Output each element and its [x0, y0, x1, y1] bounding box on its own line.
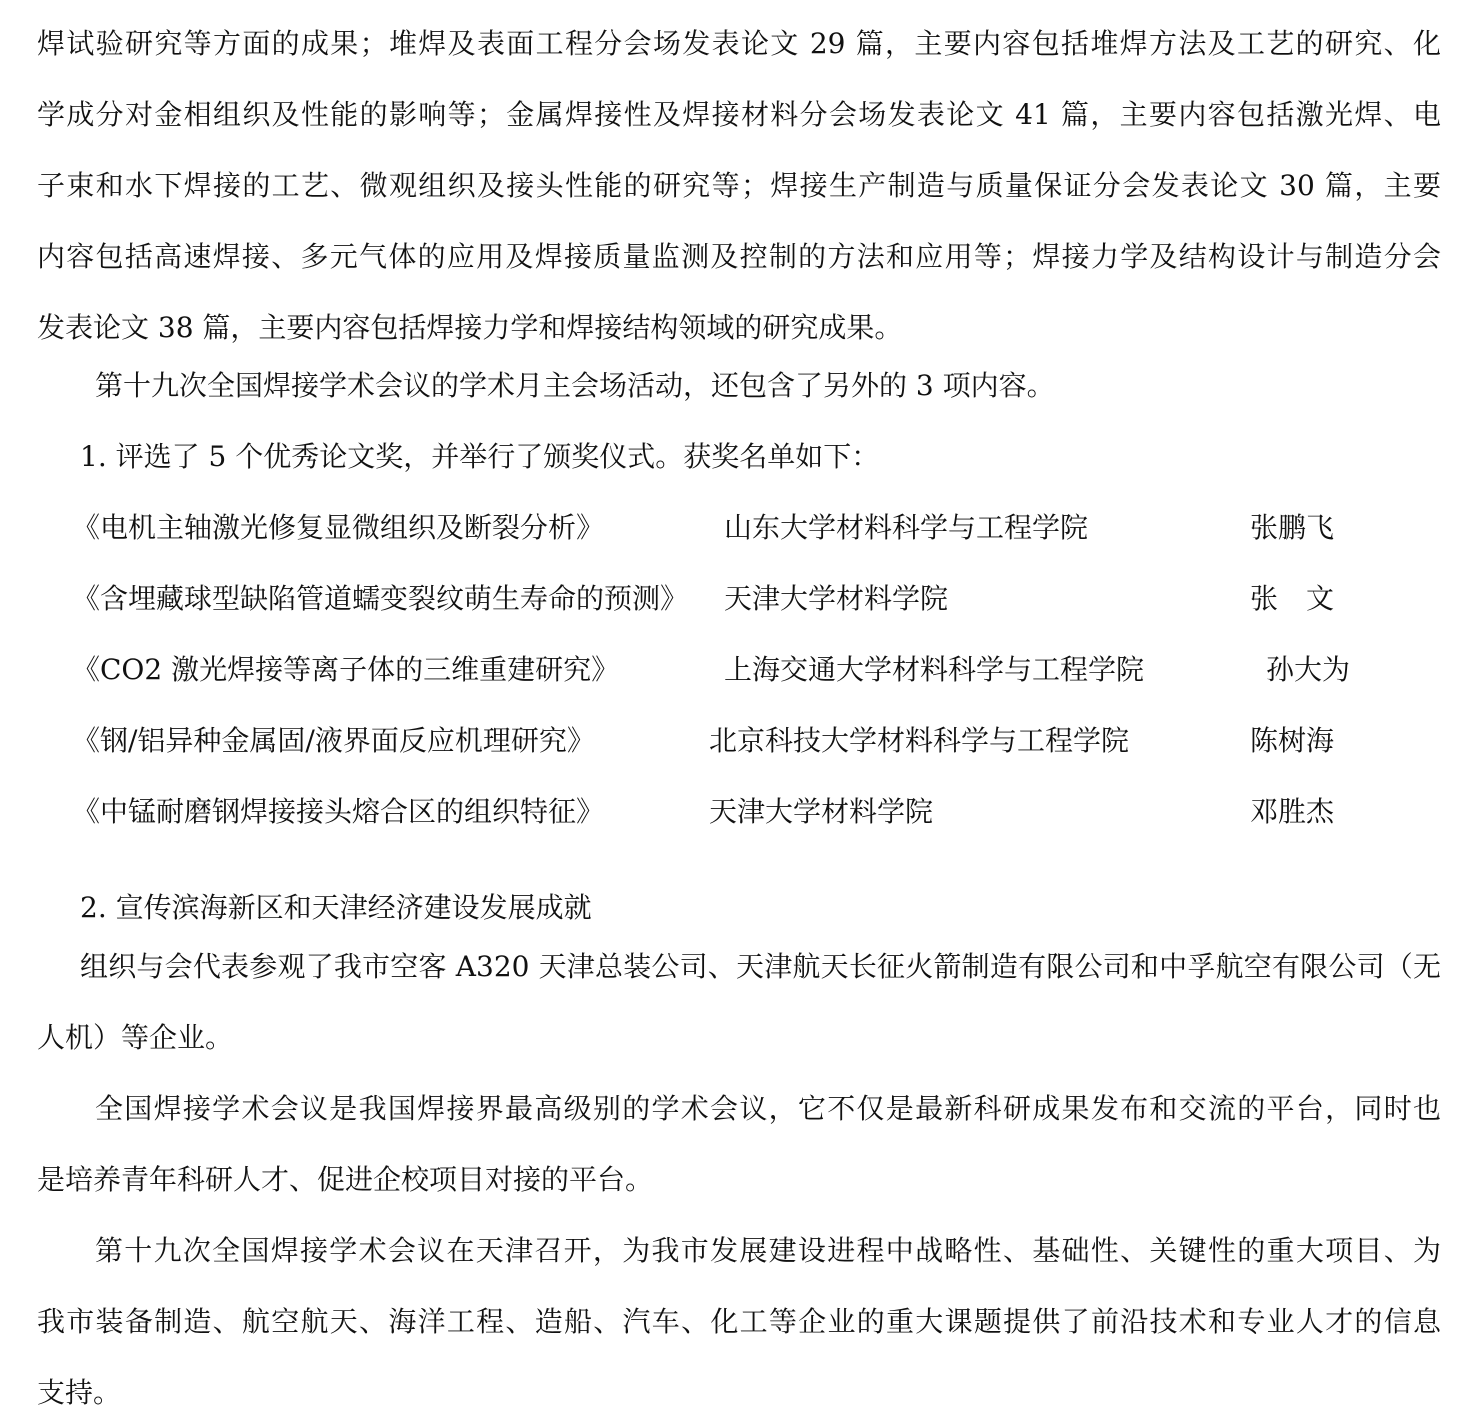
- award-row: [0, 723, 1469, 763]
- award-title: 《电机主轴激光修复显微组织及断裂分析》: [72, 511, 605, 544]
- paragraph-1-line-1: 焊试验研究等方面的成果；堆焊及表面工程分会场发表论文 29 篇，主要内容包括堆焊方法及工艺的研究、化: [37, 27, 1441, 60]
- paragraph-1-line-3: 子束和水下焊接的工艺、微观组织及接头性能的研究等；焊接生产制造与质量保证分会发表论文 30 篇，主要: [37, 169, 1441, 202]
- paragraph-3-line-2: 我市装备制造、航空航天、海洋工程、造船、汽车、化工等企业的重大课题提供了前沿技术和专业人才的信息: [37, 1305, 1441, 1338]
- award-institution: 上海交通大学材料科学与工程学院: [724, 653, 1145, 686]
- paragraph-2-line-2: 是培养青年科研人才、促进企校项目对接的平台。: [37, 1163, 654, 1196]
- award-row: [0, 510, 1469, 550]
- intro-line: 第十九次全国焊接学术会议的学术月主会场活动，还包含了另外的 3 项内容。: [95, 369, 1055, 402]
- award-institution: 北京科技大学材料科学与工程学院: [709, 724, 1130, 757]
- award-title: 《含埋藏球型缺陷管道蠕变裂纹萌生寿命的预测》: [72, 582, 689, 615]
- award-title: 《中锰耐磨钢焊接接头熔合区的组织特征》: [72, 795, 605, 828]
- paragraph-3-line-1: 第十九次全国焊接学术会议在天津召开，为我市发展建设进程中战略性、基础性、关键性的重大项目、为: [95, 1234, 1441, 1267]
- paragraph-1-line-5: 发表论文 38 篇，主要内容包括焊接力学和焊接结构领域的研究成果。: [37, 311, 903, 344]
- paragraph-2-line-1: 全国焊接学术会议是我国焊接界最高级别的学术会议，它不仅是最新科研成果发布和交流的平台，同时也: [95, 1092, 1441, 1125]
- award-title: 《CO2 激光焊接等离子体的三维重建研究》: [72, 653, 620, 686]
- award-row: [0, 581, 1469, 621]
- award-author: 张鹏飞: [1250, 511, 1335, 544]
- award-author: 张 文: [1250, 582, 1335, 615]
- award-institution: 天津大学材料学院: [709, 795, 934, 828]
- paragraph-1-line-2: 学成分对金相组织及性能的影响等；金属焊接性及焊接材料分会场发表论文 41 篇，主要内容包括激光焊、电: [37, 98, 1441, 131]
- item-2-heading: 2. 宣传滨海新区和天津经济建设发展成就: [80, 891, 592, 924]
- paragraph-3-line-3: 支持。: [37, 1376, 122, 1409]
- award-title: 《钢/铝异种金属固/液界面反应机理研究》: [72, 724, 595, 757]
- award-row: [0, 652, 1469, 692]
- item-1-heading: 1. 评选了 5 个优秀论文奖，并举行了颁奖仪式。获奖名单如下：: [80, 440, 880, 473]
- award-institution: 天津大学材料学院: [724, 582, 949, 615]
- award-row: [0, 794, 1469, 834]
- item-2-line-2: 人机）等企业。: [37, 1021, 234, 1054]
- award-author: 邓胜杰: [1250, 795, 1335, 828]
- item-2-line-1: 组织与会代表参观了我市空客 A320 天津总装公司、天津航天长征火箭制造有限公司和中孚航空有限公司（无: [80, 950, 1441, 983]
- award-author: 陈树海: [1250, 724, 1335, 757]
- award-institution: 山东大学材料科学与工程学院: [724, 511, 1089, 544]
- paragraph-1-line-4: 内容包括高速焊接、多元气体的应用及焊接质量监测及控制的方法和应用等；焊接力学及结构设计与制造分会: [37, 240, 1441, 273]
- award-author: 孙大为: [1266, 653, 1351, 686]
